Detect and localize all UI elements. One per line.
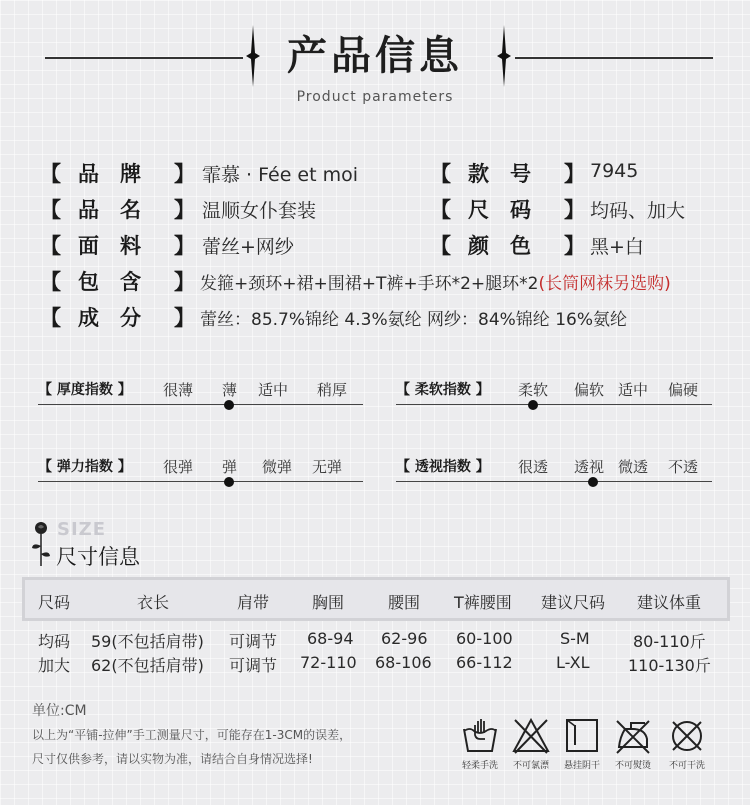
no-iron-icon: [613, 717, 653, 755]
index-track: [38, 481, 363, 482]
info-row-brand: 【 品 牌 】 霏慕 · Fée et moi: [40, 162, 359, 186]
index-option: 柔软: [518, 381, 549, 399]
care-label: 悬挂阴干: [563, 761, 600, 771]
info-value: 发箍+颈环+裙+围裙+T裤+手环*2+腿环*2(长筒网袜另选购): [200, 274, 671, 294]
index-track: [38, 404, 363, 405]
info-value: 蕾丝：85.7%锦纶 4.3%氨纶 网纱：84%锦纶 16%氨纶: [200, 310, 627, 330]
size-word: SIZE: [57, 519, 107, 540]
include-note: (长筒网袜另选购): [538, 274, 671, 294]
table-header-cell: 肩带: [237, 593, 270, 612]
reference-note: 尺寸仅供参考，请以实物为准，请结合自身情况选择!: [32, 752, 313, 766]
table-header-cell: T裤腰围: [454, 593, 512, 612]
index-option: 稍厚: [317, 381, 348, 399]
info-row-color: 【 颜 色 】 黑+白: [430, 234, 644, 258]
table-header-cell: 建议体重: [637, 593, 702, 612]
index-option: 微透: [618, 458, 649, 476]
page-title: 产品信息: [287, 33, 463, 79]
info-row-include: 【 包 含 】 发箍+颈环+裙+围裙+T裤+手环*2+腿环*2(长筒网袜另选购): [40, 270, 671, 294]
index-option: 很弹: [163, 458, 194, 476]
index-label: 【 柔软指数 】: [396, 382, 490, 398]
table-header-cell: 胸围: [312, 593, 345, 612]
info-value: 温顺女仆套装: [202, 200, 317, 222]
info-row-size: 【 尺 码 】 均码、加大: [430, 198, 686, 222]
table-header-bar: [25, 580, 727, 618]
transparency-index: [396, 456, 712, 496]
table-header-cell: 尺码: [38, 593, 71, 612]
index-marker: [588, 477, 598, 487]
care-label: 不可氯漂: [512, 761, 549, 771]
size-title: 尺寸信息: [56, 545, 140, 569]
table-header-cell: 衣长: [137, 593, 170, 612]
care-label: 不可熨烫: [614, 761, 651, 771]
index-option: 偏软: [574, 381, 605, 399]
index-marker: [528, 400, 538, 410]
info-value: 黑+白: [590, 236, 644, 258]
index-option: 薄: [222, 381, 238, 399]
index-marker: [224, 477, 234, 487]
table-header-cell: 腰围: [388, 593, 421, 612]
index-option: 适中: [258, 381, 289, 399]
info-row-fabric: 【 面 料 】 蕾丝+网纱: [40, 234, 294, 258]
no-bleach-icon: [511, 717, 551, 755]
care-item-no-bleach: [506, 717, 556, 771]
index-option: 偏硬: [668, 381, 699, 399]
care-label: 轻柔手洗: [461, 761, 498, 771]
thickness-index: [38, 379, 363, 419]
care-label: 不可干洗: [668, 761, 705, 771]
index-option: 很透: [518, 458, 549, 476]
index-option: 弹: [222, 458, 238, 476]
index-label: 【 厚度指数 】: [38, 382, 132, 398]
softness-index: [396, 379, 712, 419]
info-value: 7945: [590, 160, 639, 182]
care-item-no-dry-clean: [662, 717, 712, 771]
info-value: 均码、加大: [590, 200, 686, 222]
table-header-cell: 建议尺码: [541, 593, 606, 612]
hand-wash-icon: [460, 717, 500, 755]
page-subtitle: Product parameters: [296, 89, 454, 105]
hang-dry-icon: [562, 717, 602, 755]
info-row-name: 【 品 名 】 温顺女仆套装: [40, 198, 317, 222]
measure-note: 以上为“平铺-拉伸”手工测量尺寸，可能存在1-3CM的误差，: [32, 728, 352, 742]
info-row-composition: 【 成 分 】 蕾丝：85.7%锦纶 4.3%氨纶 网纱：84%锦纶 16%氨纶: [40, 306, 627, 330]
index-option: 无弹: [312, 458, 343, 476]
index-track: [396, 404, 712, 405]
index-option: 透视: [574, 458, 605, 476]
index-marker: [224, 400, 234, 410]
no-dry-clean-icon: [667, 717, 707, 755]
care-item-hand-wash: [455, 717, 505, 771]
info-value: 蕾丝+网纱: [202, 236, 294, 258]
info-value: 霏慕 · Fée et moi: [202, 164, 359, 186]
index-option: 适中: [618, 381, 649, 399]
index-label: 【 弹力指数 】: [38, 459, 132, 475]
index-option: 微弹: [262, 458, 293, 476]
rose-icon: [30, 520, 52, 568]
care-item-no-iron: [608, 717, 658, 771]
index-option: 不透: [668, 458, 699, 476]
care-item-hang-dry: [557, 717, 607, 771]
index-label: 【 透视指数 】: [396, 459, 490, 475]
unit-label: 单位:CM: [32, 703, 87, 719]
elasticity-index: [38, 456, 363, 496]
info-row-style-no: 【 款 号 】 7945: [430, 160, 639, 186]
index-option: 很薄: [163, 381, 194, 399]
index-track: [396, 481, 712, 482]
